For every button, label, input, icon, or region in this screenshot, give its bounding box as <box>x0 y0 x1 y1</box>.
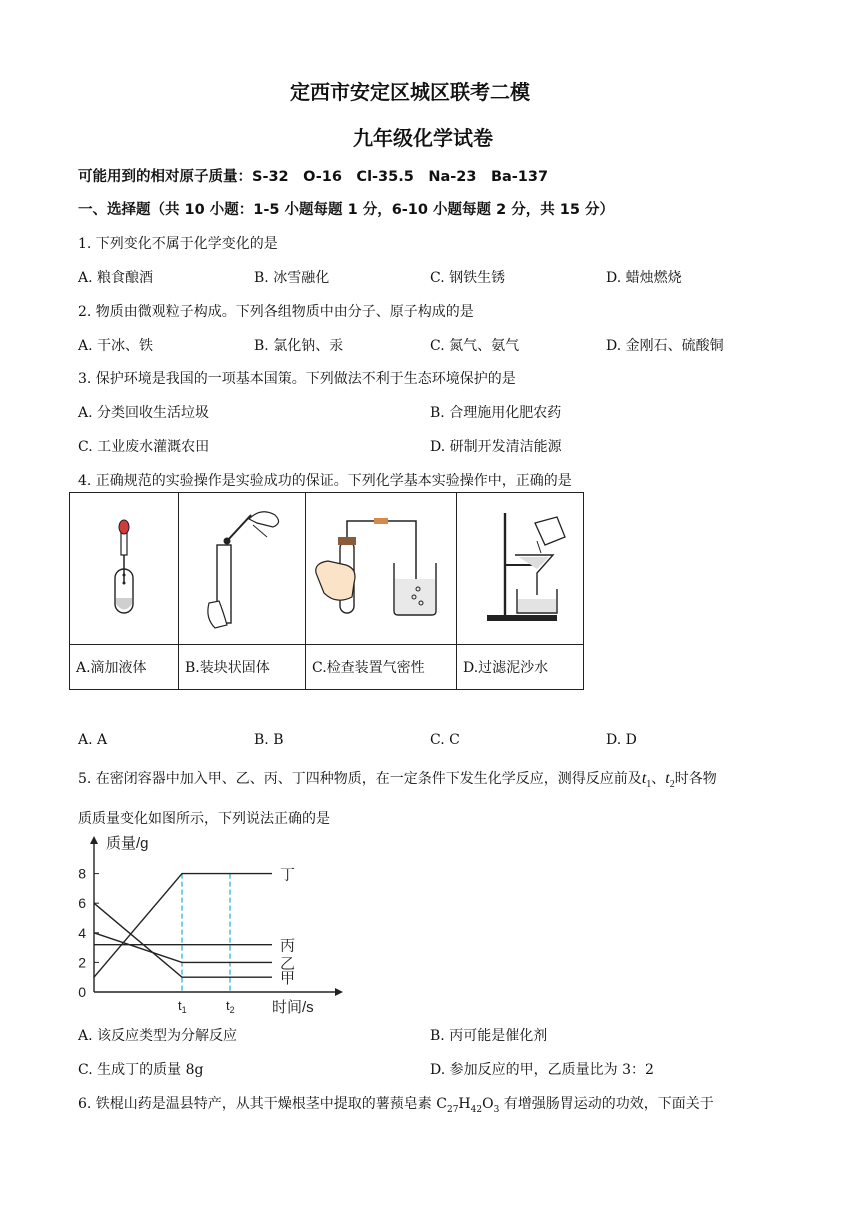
series-label-2: 丙 <box>280 937 296 955</box>
y-axis-label: 质量/g <box>106 835 149 852</box>
q4-image-d <box>457 493 584 645</box>
q4-option-c[interactable]: C. C <box>430 732 460 748</box>
q1-stem: 1. 下列变化不属于化学变化的是 <box>78 236 278 252</box>
page-title: 定西市安定区城区联考二模 <box>290 80 530 104</box>
y-tick-label: 4 <box>78 924 86 941</box>
q4-option-a[interactable]: A. A <box>78 732 108 748</box>
q1-option-a[interactable]: A. 粮食酿酒 <box>78 270 154 286</box>
atomic-masses: 可能用到的相对原子质量：S-32 O-16 Cl-35.5 Na-23 Ba-137 <box>78 169 549 185</box>
q1-option-c[interactable]: C. 钢铁生锈 <box>430 270 506 286</box>
y-tick-label: 2 <box>78 954 86 971</box>
x-axis-label: 时间/s <box>272 999 314 1016</box>
x-tick-label-t1: $t_1$ <box>178 998 187 1015</box>
q4-image-c <box>306 493 457 645</box>
q2-option-a[interactable]: A. 干冰、铁 <box>78 338 154 354</box>
q5-sep: 、 <box>651 771 666 787</box>
series-label-1: 丁 <box>280 866 296 884</box>
q5-option-a[interactable]: A. 该反应类型为分解反应 <box>78 1028 238 1044</box>
airtightness-check-illustration <box>306 493 456 640</box>
q1-option-b[interactable]: B. 冰雪融化 <box>254 270 330 286</box>
q4-option-b[interactable]: B. B <box>254 732 284 748</box>
q3-option-d[interactable]: D. 研制开发清洁能源 <box>430 439 562 455</box>
q5-stem-part1: 5. 在密闭容器中加入甲、乙、丙、丁四种物质，在一定条件下发生化学反应，测得反应前及 <box>78 771 642 787</box>
q2-option-c[interactable]: C. 氮气、氨气 <box>430 338 520 354</box>
q6-stem: 6. 铁棍山药是温县特产，从其干燥根茎中提取的薯蓣皂素 $C_{27}H_{42}O_3$ 有增强肠胃运动的功效，下面关于 <box>78 1096 714 1115</box>
q4-caption-a: A.滴加液体 <box>70 645 179 690</box>
q4-option-d[interactable]: D. D <box>606 732 637 748</box>
q2-stem: 2. 物质由微观粒子构成。下列各组物质中由分子、原子构成的是 <box>78 304 474 320</box>
q4-caption-b: B.装块状固体 <box>179 645 306 690</box>
q5-option-d[interactable]: D. 参加反应的甲，乙质量比为 3：2 <box>430 1062 654 1078</box>
q2-option-d[interactable]: D. 金刚石、硫酸铜 <box>606 338 724 354</box>
y-tick-label: 0 <box>78 984 86 1000</box>
dropper-test-tube-illustration <box>70 493 178 640</box>
q2-option-b[interactable]: B. 氯化钠、汞 <box>254 338 344 354</box>
mass-time-chart <box>72 828 362 1023</box>
q5-stem-line2: 质质量变化如图所示，下列说法正确的是 <box>78 811 330 827</box>
q5-option-c[interactable]: C. 生成丁的质量 8g <box>78 1062 204 1078</box>
solid-into-tube-illustration <box>179 493 305 640</box>
q4-image-a <box>70 493 179 645</box>
q4-apparatus-table <box>69 492 584 690</box>
q5-t2: $t_2$ <box>665 770 675 791</box>
q3-option-b[interactable]: B. 合理施用化肥农药 <box>430 405 562 421</box>
series-label-3: 乙 <box>280 955 296 973</box>
q5-stem-part2: 时各物 <box>674 771 717 787</box>
x-tick-label-t2: $t_2$ <box>226 998 235 1015</box>
x-axis-arrow <box>335 988 343 996</box>
q4-image-b <box>179 493 306 645</box>
series-line-4 <box>94 903 272 977</box>
q3-option-a[interactable]: A. 分类回收生活垃圾 <box>78 405 210 421</box>
q1-option-d[interactable]: D. 蜡烛燃烧 <box>606 270 682 286</box>
q4-caption-c: C.检查装置气密性 <box>306 645 457 690</box>
y-tick-label: 8 <box>78 865 86 882</box>
series-label-4: 甲 <box>280 970 296 988</box>
q5-stem-line1 <box>78 768 717 790</box>
filtration-illustration <box>457 493 583 640</box>
q4-caption-d: D.过滤泥沙水 <box>457 645 584 690</box>
y-axis-arrow <box>90 836 98 844</box>
q3-option-c[interactable]: C. 工业废水灌溉农田 <box>78 439 210 455</box>
series-line-3 <box>94 933 272 963</box>
q3-stem: 3. 保护环境是我国的一项基本国策。下列做法不利于生态环境保护的是 <box>78 371 516 387</box>
q5-option-b[interactable]: B. 丙可能是催化剂 <box>430 1028 548 1044</box>
y-tick-label: 6 <box>78 895 86 912</box>
q5-t1: $t_1$ <box>641 770 652 791</box>
page-subtitle: 九年级化学试卷 <box>353 126 493 150</box>
q4-stem: 4. 正确规范的实验操作是实验成功的保证。下列化学基本实验操作中，正确的是 <box>78 473 572 489</box>
section-heading: 一、选择题（共 10 小题：1-5 小题每题 1 分，6-10 小题每题 2 分，共 15 分） <box>78 202 614 218</box>
